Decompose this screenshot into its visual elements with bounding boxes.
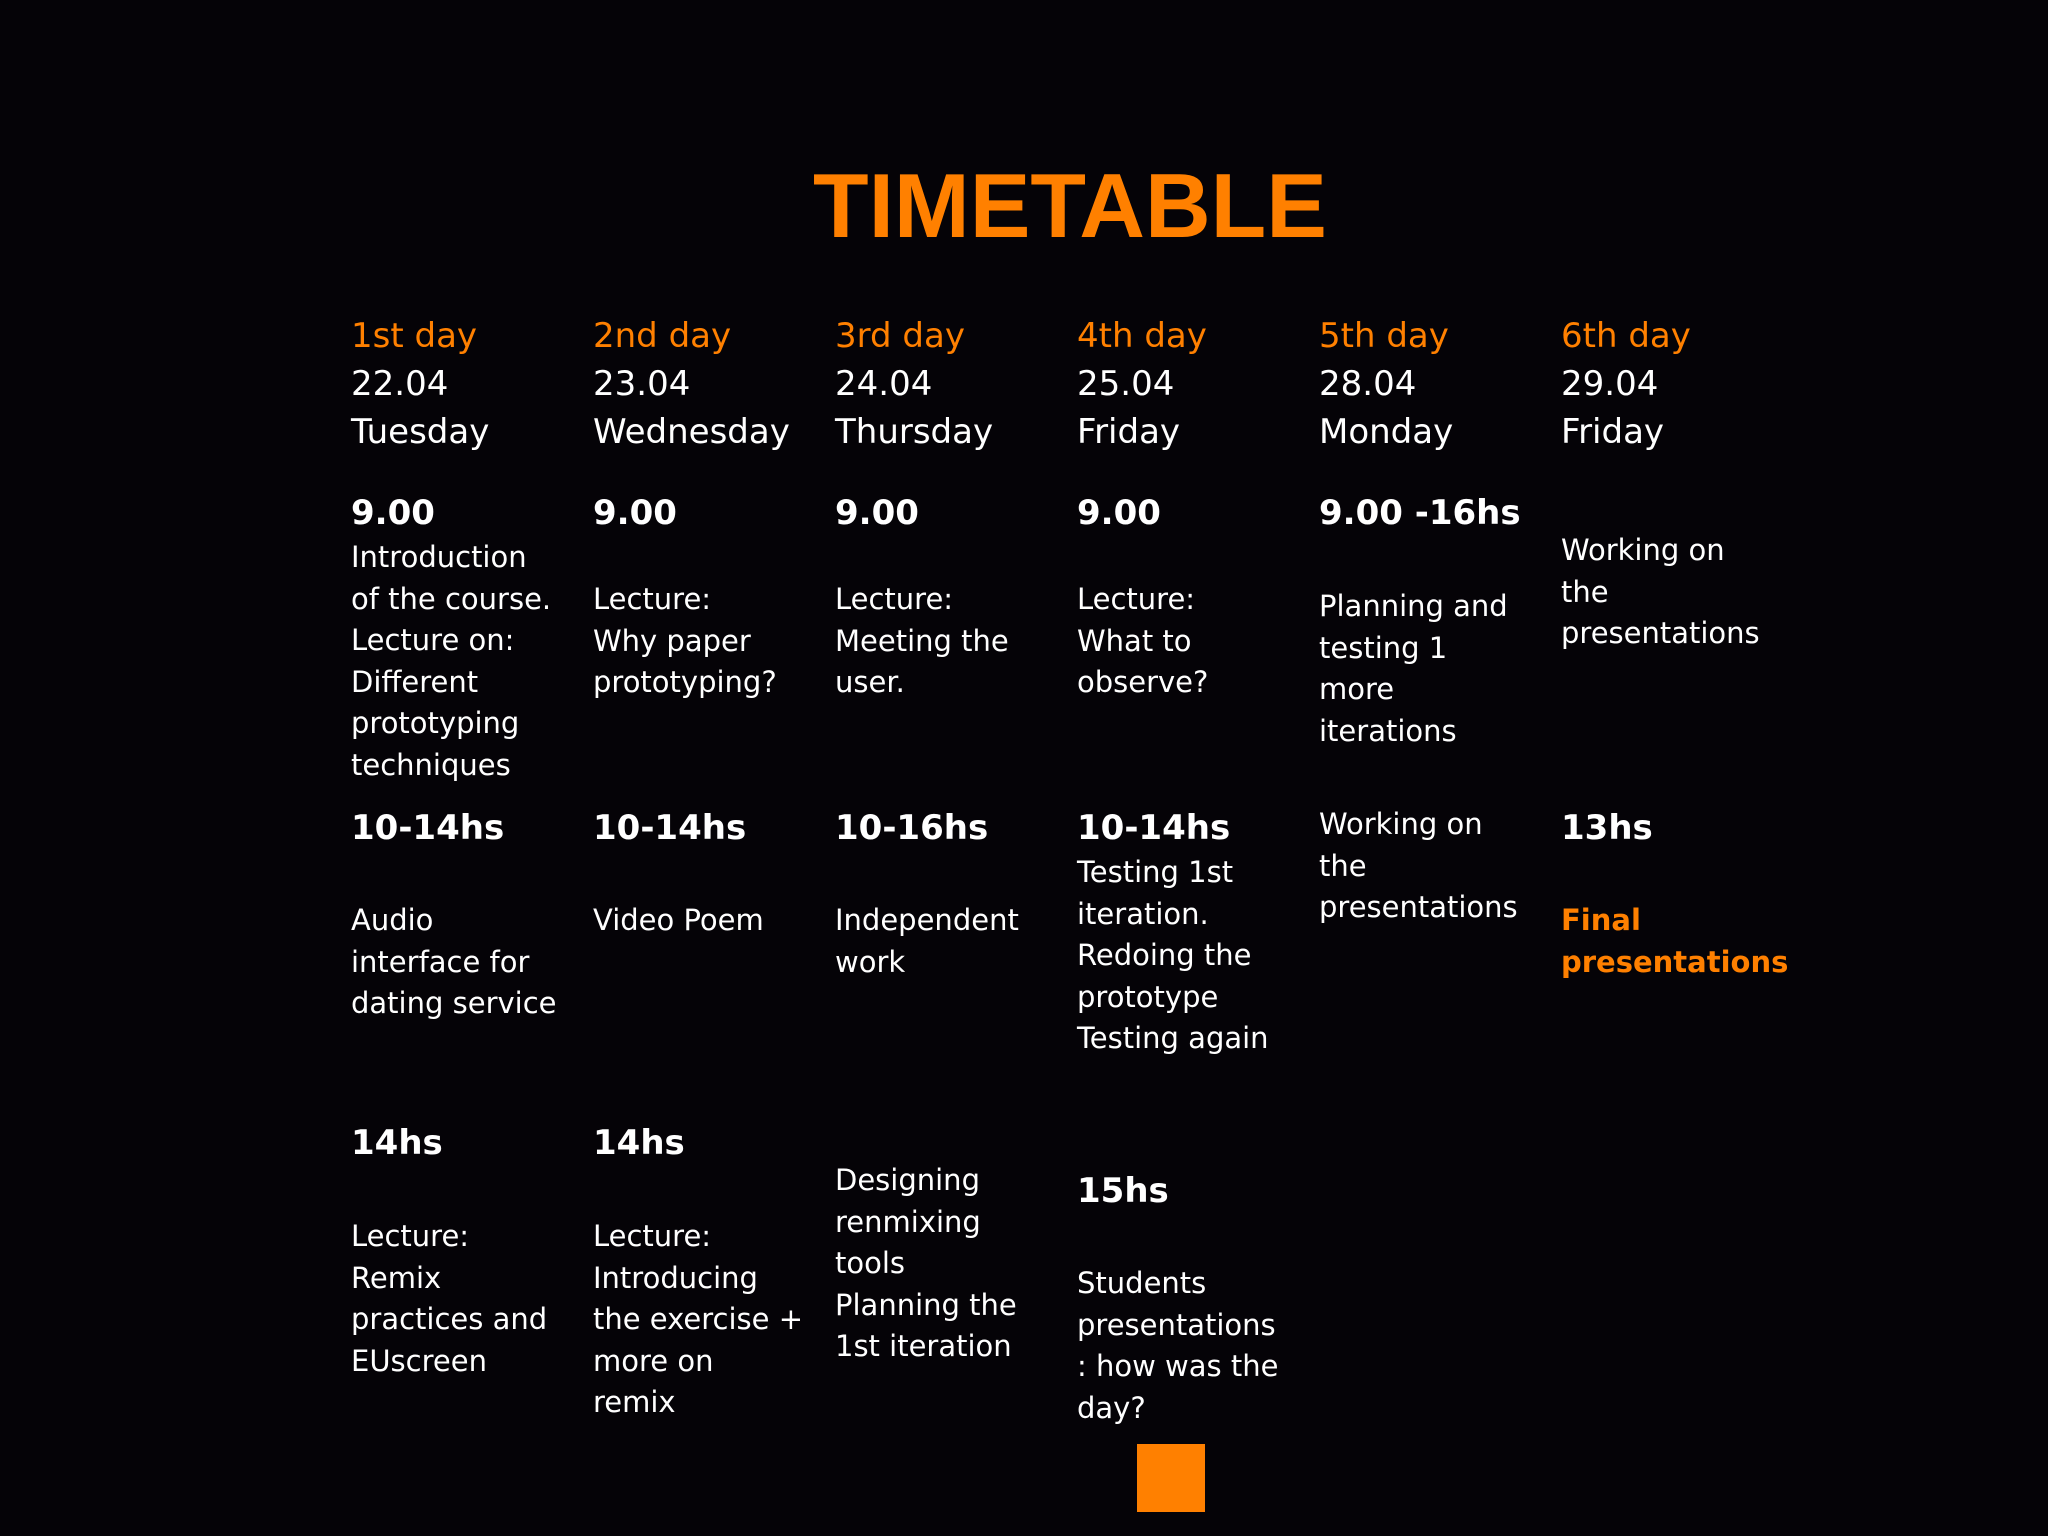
day-date: 28.04: [1319, 364, 1417, 404]
decorative-square: [1137, 1444, 1205, 1512]
day-weekday: Wednesday: [593, 412, 790, 452]
session-description: Independent work: [835, 903, 1019, 979]
session-time: 9.00 -16hs: [1319, 493, 1521, 533]
session-description: Audio interface for dating service: [351, 903, 557, 1021]
session-description: Lecture: Meeting the user.: [835, 582, 1009, 700]
day-weekday: Monday: [1319, 412, 1454, 452]
session-description: Video Poem: [593, 903, 764, 937]
session-description: Testing 1st iteration. Redoing the prototype Testing again: [1077, 855, 1269, 1056]
day-label: 4th day: [1077, 316, 1207, 356]
session-description: Lecture: What to observe?: [1077, 582, 1209, 700]
day-weekday: Tuesday: [351, 412, 490, 452]
session-time: 9.00: [1077, 493, 1161, 533]
session-description: Designing renmixing tools Planning the 1st iteration: [835, 1163, 1017, 1364]
day-weekday: Thursday: [835, 412, 994, 452]
session-description: Students presentations : how was the day?: [1077, 1266, 1279, 1425]
day-weekday: Friday: [1077, 412, 1181, 452]
day-label: 5th day: [1319, 316, 1449, 356]
session-time: 10-14hs: [351, 808, 505, 848]
session-time: 14hs: [351, 1123, 443, 1163]
session-description: Planning and testing 1 more iterations: [1319, 589, 1508, 748]
session-description: Working on the presentations: [1561, 533, 1760, 651]
session-time: 10-16hs: [835, 808, 989, 848]
session-description: Lecture: Introducing the exercise + more on remix: [593, 1219, 804, 1420]
day-label: 2nd day: [593, 316, 732, 356]
day-label: 1st day: [351, 316, 478, 356]
session-time: 13hs: [1561, 808, 1653, 848]
session-time: 9.00: [351, 493, 435, 533]
day-date: 23.04: [593, 364, 691, 404]
final-presentations-highlight: Final presentations: [1561, 903, 1789, 979]
session-description: Lecture: Why paper prototyping?: [593, 582, 777, 700]
session-time: 15hs: [1077, 1171, 1169, 1211]
session-description: Introduction of the course. Lecture on: Different prototyping techniques: [351, 540, 552, 782]
session-time: 9.00: [593, 493, 677, 533]
day-date: 24.04: [835, 364, 933, 404]
session-description: Lecture: Remix practices and EUscreen: [351, 1219, 548, 1378]
session-time: 14hs: [593, 1123, 685, 1163]
day-label: 3rd day: [835, 316, 965, 356]
session-time: 10-14hs: [1077, 808, 1231, 848]
session-time: 10-14hs: [593, 808, 747, 848]
slide-title: TIMETABLE: [813, 156, 1327, 257]
day-date: 22.04: [351, 364, 449, 404]
day-label: 6th day: [1561, 316, 1691, 356]
day-weekday: Friday: [1561, 412, 1665, 452]
day-date: 29.04: [1561, 364, 1659, 404]
session-time: 9.00: [835, 493, 919, 533]
session-description: Working on the presentations: [1319, 807, 1518, 925]
day-date: 25.04: [1077, 364, 1175, 404]
